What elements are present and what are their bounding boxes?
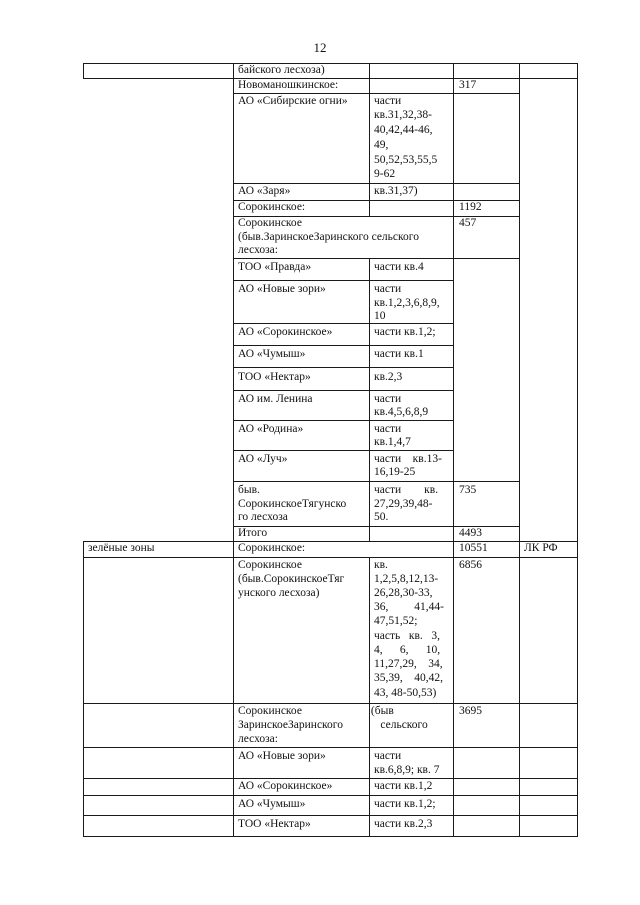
cell-text: 36, 41,44- bbox=[374, 601, 444, 613]
cell-text: 11,27,29, 34, bbox=[374, 658, 443, 670]
cell-text: 49, bbox=[374, 139, 389, 151]
table-rule bbox=[83, 836, 577, 837]
cell-text: унского лесхоза) bbox=[238, 587, 320, 599]
table-rule bbox=[83, 541, 84, 837]
table-rule bbox=[233, 280, 453, 281]
cell-text: АО «Сорокинское» bbox=[238, 780, 333, 792]
cell-text: части bbox=[374, 95, 402, 107]
cell-text: (быв.СорокинскоеТяг bbox=[238, 573, 345, 585]
cell-text: 16,19-25 bbox=[374, 466, 416, 478]
table-rule bbox=[233, 450, 453, 451]
page-number: 12 bbox=[313, 40, 327, 55]
table-rule bbox=[83, 703, 577, 704]
table-rule bbox=[233, 93, 519, 94]
cell-text: 43, 48-50,53) bbox=[374, 687, 437, 699]
cell-text: АО «Заря» bbox=[238, 185, 291, 197]
cell-text: АО «Новые зори» bbox=[238, 283, 326, 295]
cell-text: кв.31,32,38- bbox=[374, 109, 432, 121]
table-rule bbox=[83, 63, 84, 79]
cell-text: СорокинскоеТягунско bbox=[238, 498, 347, 510]
table-rule bbox=[233, 345, 453, 346]
cell-text: части bbox=[374, 423, 402, 435]
cell-text: кв. bbox=[374, 559, 388, 571]
cell-text: кв.31,37) bbox=[374, 185, 418, 197]
table-rule bbox=[369, 63, 370, 94]
cell-text: 50. bbox=[374, 511, 389, 523]
cell-text: кв.2,3 bbox=[374, 371, 403, 383]
table-rule bbox=[453, 63, 454, 837]
cell-text: части кв.2,3 bbox=[374, 818, 433, 830]
cell-text: 1,2,5,8,12,13- bbox=[374, 573, 439, 585]
cell-text: 9-62 bbox=[374, 168, 396, 180]
cell-text: Сорокинское (быв bbox=[238, 705, 394, 717]
cell-text: 35,39, 40,42, bbox=[374, 672, 443, 684]
cell-text: части кв.1,2; bbox=[374, 326, 436, 338]
table-rule bbox=[83, 795, 577, 796]
cell-text: Сорокинское bbox=[238, 559, 302, 571]
cell-text: ЗаринскоеЗаринского сельского bbox=[238, 719, 428, 731]
cell-text: части кв. bbox=[374, 484, 439, 496]
cell-text: байского лесхоза) bbox=[238, 64, 325, 76]
cell-text: лесхоза: bbox=[238, 733, 278, 745]
cell-text: ЛК РФ bbox=[524, 542, 558, 554]
cell-text: части кв.4 bbox=[374, 261, 424, 273]
cell-text: лесхоза: bbox=[238, 244, 278, 256]
cell-text: 10 bbox=[374, 310, 386, 322]
table-rule bbox=[233, 481, 519, 482]
cell-text: 40,42,44-46, bbox=[374, 124, 433, 136]
cell-text: ТОО «Нектар» bbox=[238, 818, 311, 830]
table-rule bbox=[369, 557, 370, 837]
cell-text: кв.1,4,7 bbox=[374, 436, 411, 448]
table-rule bbox=[519, 63, 520, 837]
cell-text: части кв.1 bbox=[374, 348, 424, 360]
table-rule bbox=[233, 420, 453, 421]
table-rule bbox=[577, 63, 578, 837]
cell-text: 317 bbox=[459, 79, 477, 91]
cell-text: быв. bbox=[238, 484, 260, 496]
cell-text: части bbox=[374, 393, 402, 405]
cell-text: АО «Луч» bbox=[238, 453, 288, 465]
cell-text: 50,52,53,55,5 bbox=[374, 154, 438, 166]
cell-text: Итого bbox=[238, 527, 268, 539]
cell-text: 26,28,30-33, bbox=[374, 587, 433, 599]
cell-text: части кв.1,2; bbox=[374, 798, 436, 810]
cell-text: 4, 6, 10, bbox=[374, 644, 441, 656]
table-rule bbox=[369, 93, 370, 217]
cell-text: Новоманошкинское: bbox=[238, 79, 339, 91]
cell-text: зелёные зоны bbox=[88, 542, 155, 554]
table-rule bbox=[83, 557, 577, 558]
table-rule bbox=[83, 541, 577, 542]
cell-text: кв.4,5,6,8,9 bbox=[374, 406, 429, 418]
cell-text: 457 bbox=[459, 217, 477, 229]
cell-text: 4493 bbox=[459, 527, 482, 539]
table-rule bbox=[83, 63, 577, 64]
table-rule bbox=[233, 258, 519, 259]
cell-text: АО «Чумыш» bbox=[238, 798, 306, 810]
table-rule bbox=[83, 747, 577, 748]
cell-text: АО «Чумыш» bbox=[238, 348, 306, 360]
cell-text: ТОО «Нектар» bbox=[238, 371, 311, 383]
cell-text: 3695 bbox=[459, 705, 482, 717]
table-rule bbox=[233, 367, 453, 368]
cell-text: части bbox=[374, 750, 402, 762]
cell-text: части bbox=[374, 283, 402, 295]
cell-text: 6856 bbox=[459, 559, 482, 571]
cell-text: АО «Сибирские огни» bbox=[238, 95, 348, 107]
cell-text: Сорокинское: bbox=[238, 201, 306, 213]
cell-text: 735 bbox=[459, 484, 477, 496]
table-rule bbox=[83, 815, 577, 816]
table-rule bbox=[233, 390, 453, 391]
table-rule bbox=[83, 778, 577, 779]
cell-text: части кв.1,2 bbox=[374, 780, 433, 792]
table-rule bbox=[233, 63, 234, 837]
cell-text: ТОО «Правда» bbox=[238, 261, 312, 273]
cell-text: 10551 bbox=[459, 542, 488, 554]
table-rule bbox=[369, 258, 370, 542]
cell-text: АО «Сорокинское» bbox=[238, 326, 333, 338]
cell-text: 1192 bbox=[459, 201, 482, 213]
cell-text: части кв.13- bbox=[374, 453, 442, 465]
cell-text: часть кв. 3, bbox=[374, 630, 441, 642]
cell-text: АО «Новые зори» bbox=[238, 750, 326, 762]
cell-text: кв.6,8,9; кв. 7 bbox=[374, 764, 440, 776]
cell-text: АО «Родина» bbox=[238, 423, 304, 435]
cell-text: 47,51,52; bbox=[374, 615, 418, 627]
cell-text: го лесхоза bbox=[238, 511, 288, 523]
table-rule bbox=[233, 323, 453, 324]
cell-text: (быв.ЗаринскоеЗаринского сельского bbox=[238, 231, 419, 243]
cell-text: 27,29,39,48- bbox=[374, 498, 433, 510]
cell-text: кв.1,2,3,6,8,9, bbox=[374, 297, 440, 309]
table-rule bbox=[233, 183, 519, 184]
cell-text: Сорокинское: bbox=[238, 542, 306, 554]
cell-text: АО им. Ленина bbox=[238, 393, 313, 405]
cell-text: Сорокинское bbox=[238, 217, 302, 229]
